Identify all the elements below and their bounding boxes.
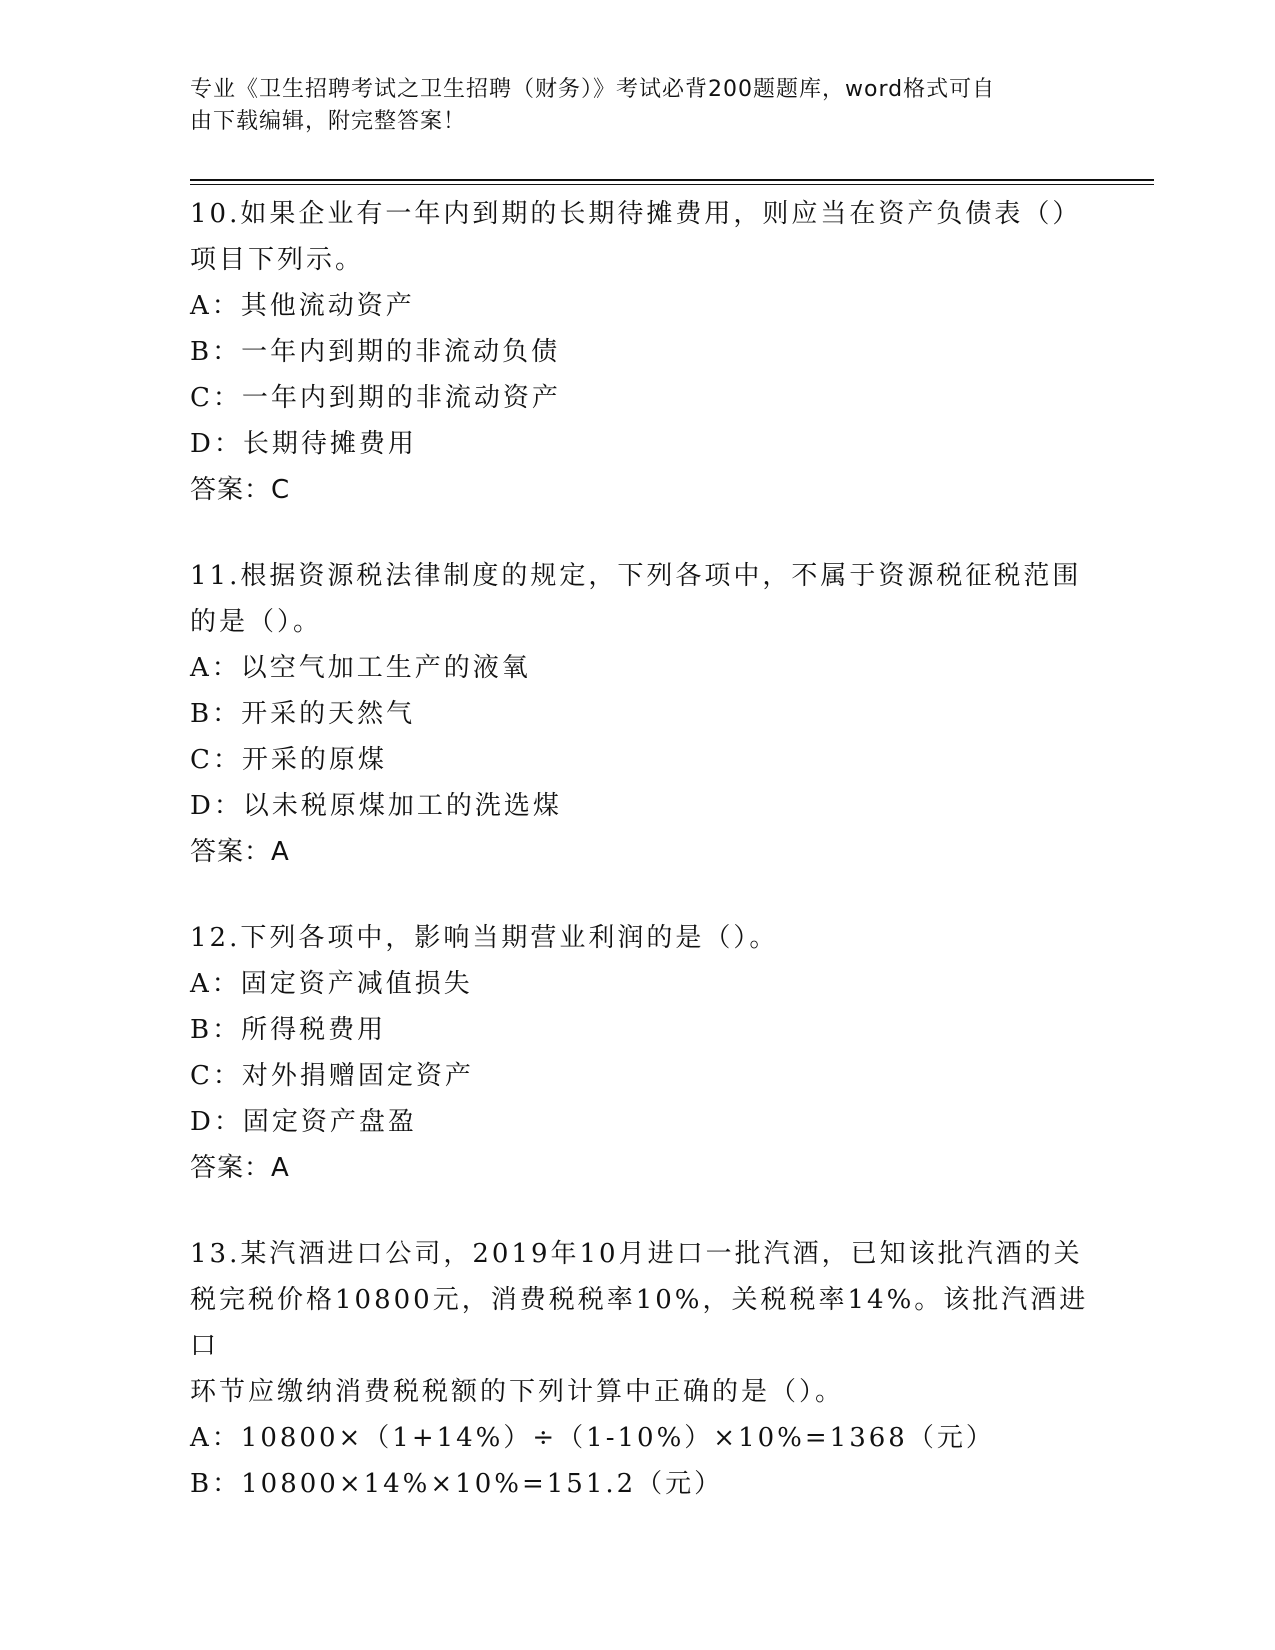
header-divider-top <box>190 179 1154 181</box>
question-stem-line: 的是（）。 <box>190 607 323 637</box>
header-line-2: 由下载编辑，附完整答案！ <box>190 109 467 134</box>
option-a: A：以空气加工生产的液氧 <box>190 653 531 683</box>
question-13 <box>190 1231 1090 1507</box>
option-b: B：一年内到期的非流动负债 <box>190 337 561 367</box>
question-stem-line: 11.根据资源税法律制度的规定，下列各项中，不属于资源税征税范围 <box>190 561 1082 591</box>
question-stem-line: 12.下列各项中，影响当期营业利润的是（）。 <box>190 923 779 953</box>
answer-line: 答案：C <box>190 475 291 505</box>
option-b: B：开采的天然气 <box>190 699 416 729</box>
option-b: B：10800×14%×10%=151.2（元） <box>190 1469 724 1499</box>
option-c: C：一年内到期的非流动资产 <box>190 383 561 413</box>
answer-line: 答案：A <box>190 1153 290 1183</box>
option-d: D：固定资产盘盈 <box>190 1107 417 1137</box>
option-b: B：所得税费用 <box>190 1015 387 1045</box>
question-stem-line: 环节应缴纳消费税税额的下列计算中正确的是（）。 <box>190 1377 845 1407</box>
header-line-1: 专业《卫生招聘考试之卫生招聘（财务）》考试必背200题题库，word格式可自 <box>190 77 996 102</box>
answer-line: 答案：A <box>190 837 290 867</box>
option-c: C：对外捐赠固定资产 <box>190 1061 474 1091</box>
document-header <box>190 74 1070 138</box>
question-10 <box>190 191 1090 513</box>
question-stem-line: 10.如果企业有一年内到期的长期待摊费用，则应当在资产负债表（） <box>190 199 1082 229</box>
question-stem-line: 税完税价格10800元，消费税税率10%，关税税率14%。该批汽酒进口 <box>190 1285 1089 1361</box>
question-11 <box>190 553 1090 875</box>
option-d: D：以未税原煤加工的洗选煤 <box>190 791 562 821</box>
header-divider-bottom <box>190 184 1154 185</box>
option-d: D：长期待摊费用 <box>190 429 417 459</box>
option-c: C：开采的原煤 <box>190 745 387 775</box>
question-list <box>190 191 1090 1547</box>
question-stem-line: 项目下列示。 <box>190 245 365 275</box>
question-12 <box>190 915 1090 1191</box>
option-a: A：固定资产减值损失 <box>190 969 473 999</box>
question-stem-line: 13.某汽酒进口公司，2019年10月进口一批汽酒，已知该批汽酒的关 <box>190 1239 1083 1269</box>
option-a: A：10800×（1+14%）÷（1-10%）×10%=1368（元） <box>190 1423 995 1453</box>
option-a: A：其他流动资产 <box>190 291 415 321</box>
